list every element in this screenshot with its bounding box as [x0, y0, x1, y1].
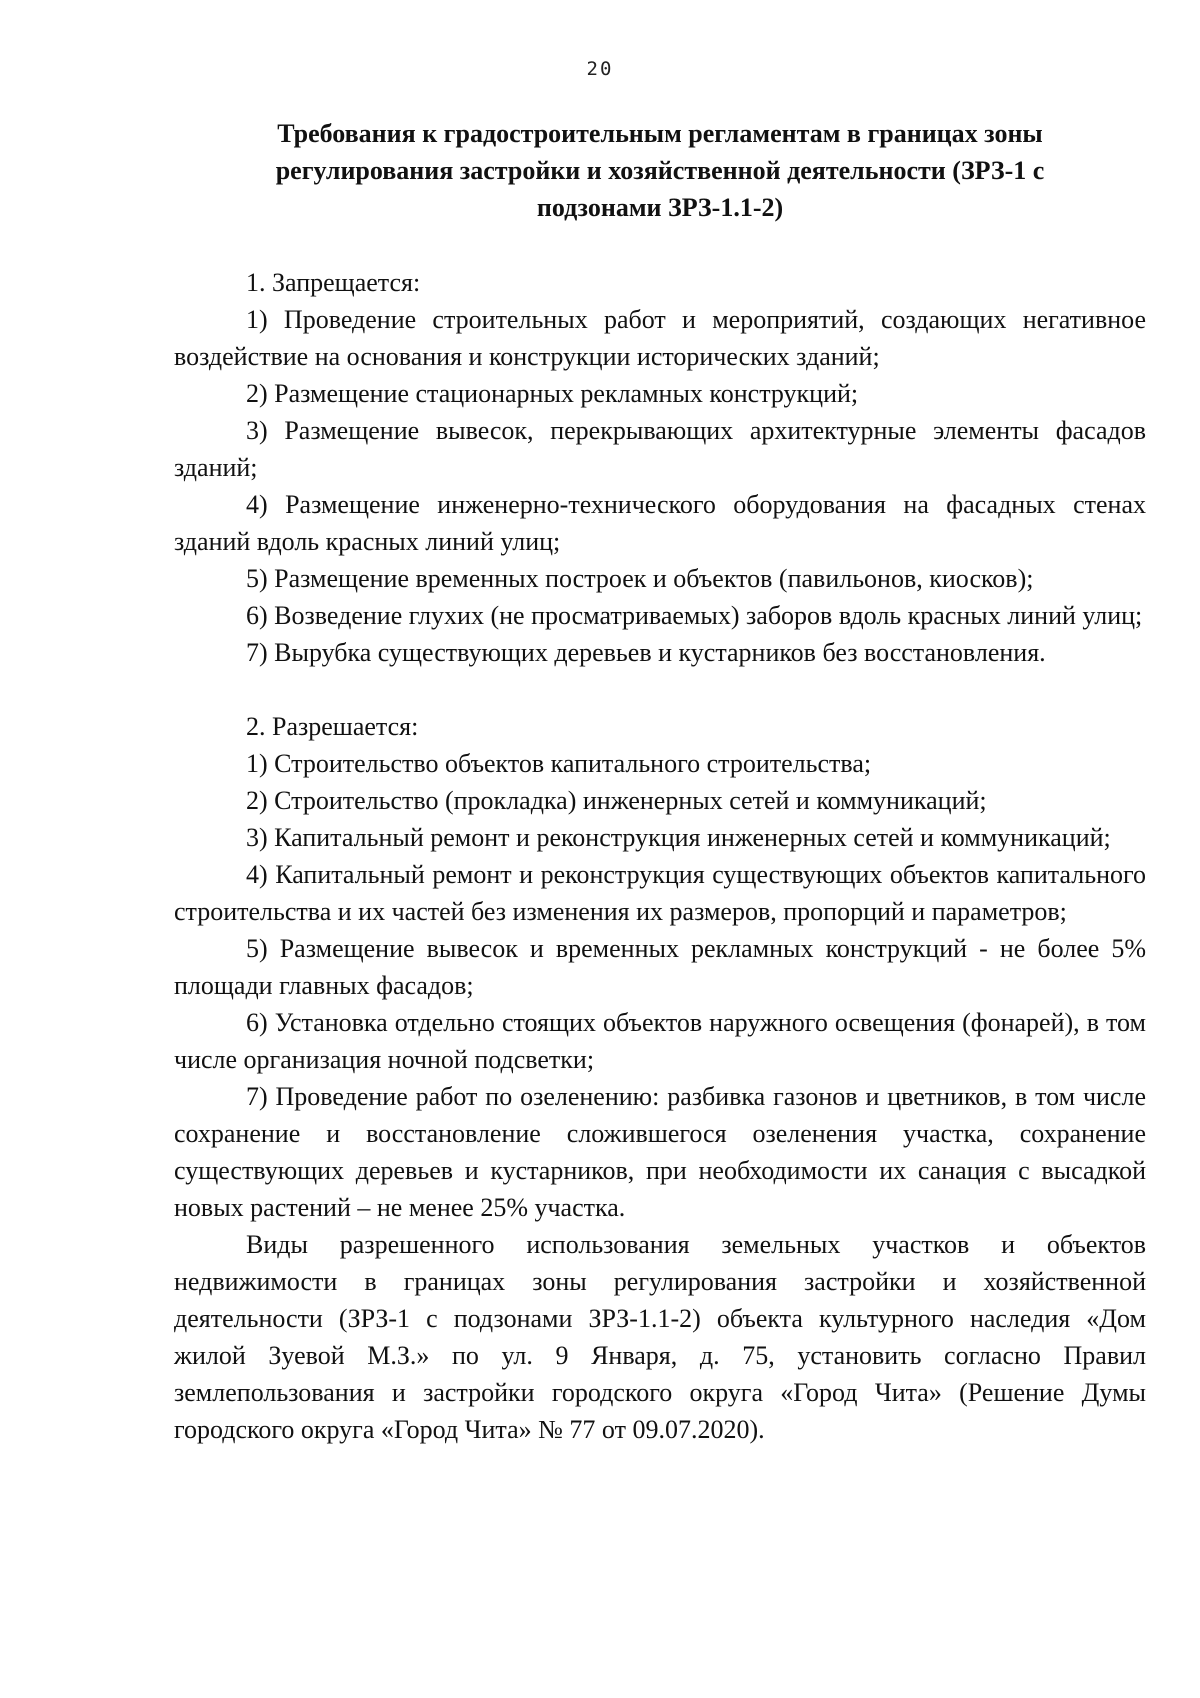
section-2-item-1: 1) Строительство объектов капитального строительства;	[246, 749, 872, 778]
section-1-heading: 1. Запрещается:	[246, 268, 421, 297]
section-1-item-4: 4) Размещение инженерно-технического оборудования на фасадных стенах зданий вдоль красных линий улиц;	[174, 490, 1146, 556]
section-2-heading: 2. Разрешается:	[246, 712, 419, 741]
section-1-item-6: 6) Возведение глухих (не просматриваемых) заборов вдоль красных линий улиц;	[246, 601, 1143, 630]
section-2-item-3: 3) Капитальный ремонт и реконструкция инженерных сетей и коммуникаций;	[246, 823, 1111, 852]
document-title: Требования к градостроительным регламентам в границах зоны регулирования застройки и хозяйственной деятельности (ЗРЗ-1 с подзонами ЗРЗ-1.1-2)	[275, 119, 1045, 222]
section-1-item-7: 7) Вырубка существующих деревьев и кустарников без восстановления.	[246, 638, 1046, 667]
closing-paragraph: Виды разрешенного использования земельных участков и объектов недвижимости в границах зоны регулирования застройки и хозяйственной деятельности (ЗРЗ-1 с подзонами ЗРЗ-1.1-2) объекта культурного наследия «Дом жилой Зуевой М.З.» по ул. 9 Января, д. 75, установить согласно Правил землепользования и застройки городского округа «Город Чита» (Решение Думы городского округа «Город Чита» № 77 от 09.07.2020).	[174, 1230, 1146, 1444]
section-1-item-2: 2) Размещение стационарных рекламных конструкций;	[246, 379, 859, 408]
section-spacer	[174, 671, 1146, 708]
section-2-item-6: 6) Установка отдельно стоящих объектов наружного освещения (фонарей), в том числе организация ночной подсветки;	[174, 1008, 1146, 1074]
document-body	[174, 264, 1146, 1448]
page-number: 20	[586, 58, 614, 80]
section-2-item-2: 2) Строительство (прокладка) инженерных сетей и коммуникаций;	[246, 786, 987, 815]
section-1-item-1: 1) Проведение строительных работ и мероприятий, создающих негативное воздействие на основания и конструкции исторических зданий;	[174, 305, 1146, 371]
section-1-item-5: 5) Размещение временных построек и объектов (павильонов, киосков);	[246, 564, 1034, 593]
section-2-item-7: 7) Проведение работ по озеленению: разбивка газонов и цветников, в том числе сохранение и восстановление сложившегося озеленения участка, сохранение существующих деревьев и кустарников, при необходимости их санация с высадкой новых растений – не менее 25% участка.	[174, 1082, 1146, 1222]
section-2-item-5: 5) Размещение вывесок и временных рекламных конструкций - не более 5% площади главных фасадов;	[174, 934, 1146, 1000]
section-1-item-3: 3) Размещение вывесок, перекрывающих архитектурные элементы фасадов зданий;	[174, 416, 1146, 482]
section-2-item-4: 4) Капитальный ремонт и реконструкция существующих объектов капитального строительства и их частей без изменения их размеров, пропорций и параметров;	[174, 860, 1146, 926]
